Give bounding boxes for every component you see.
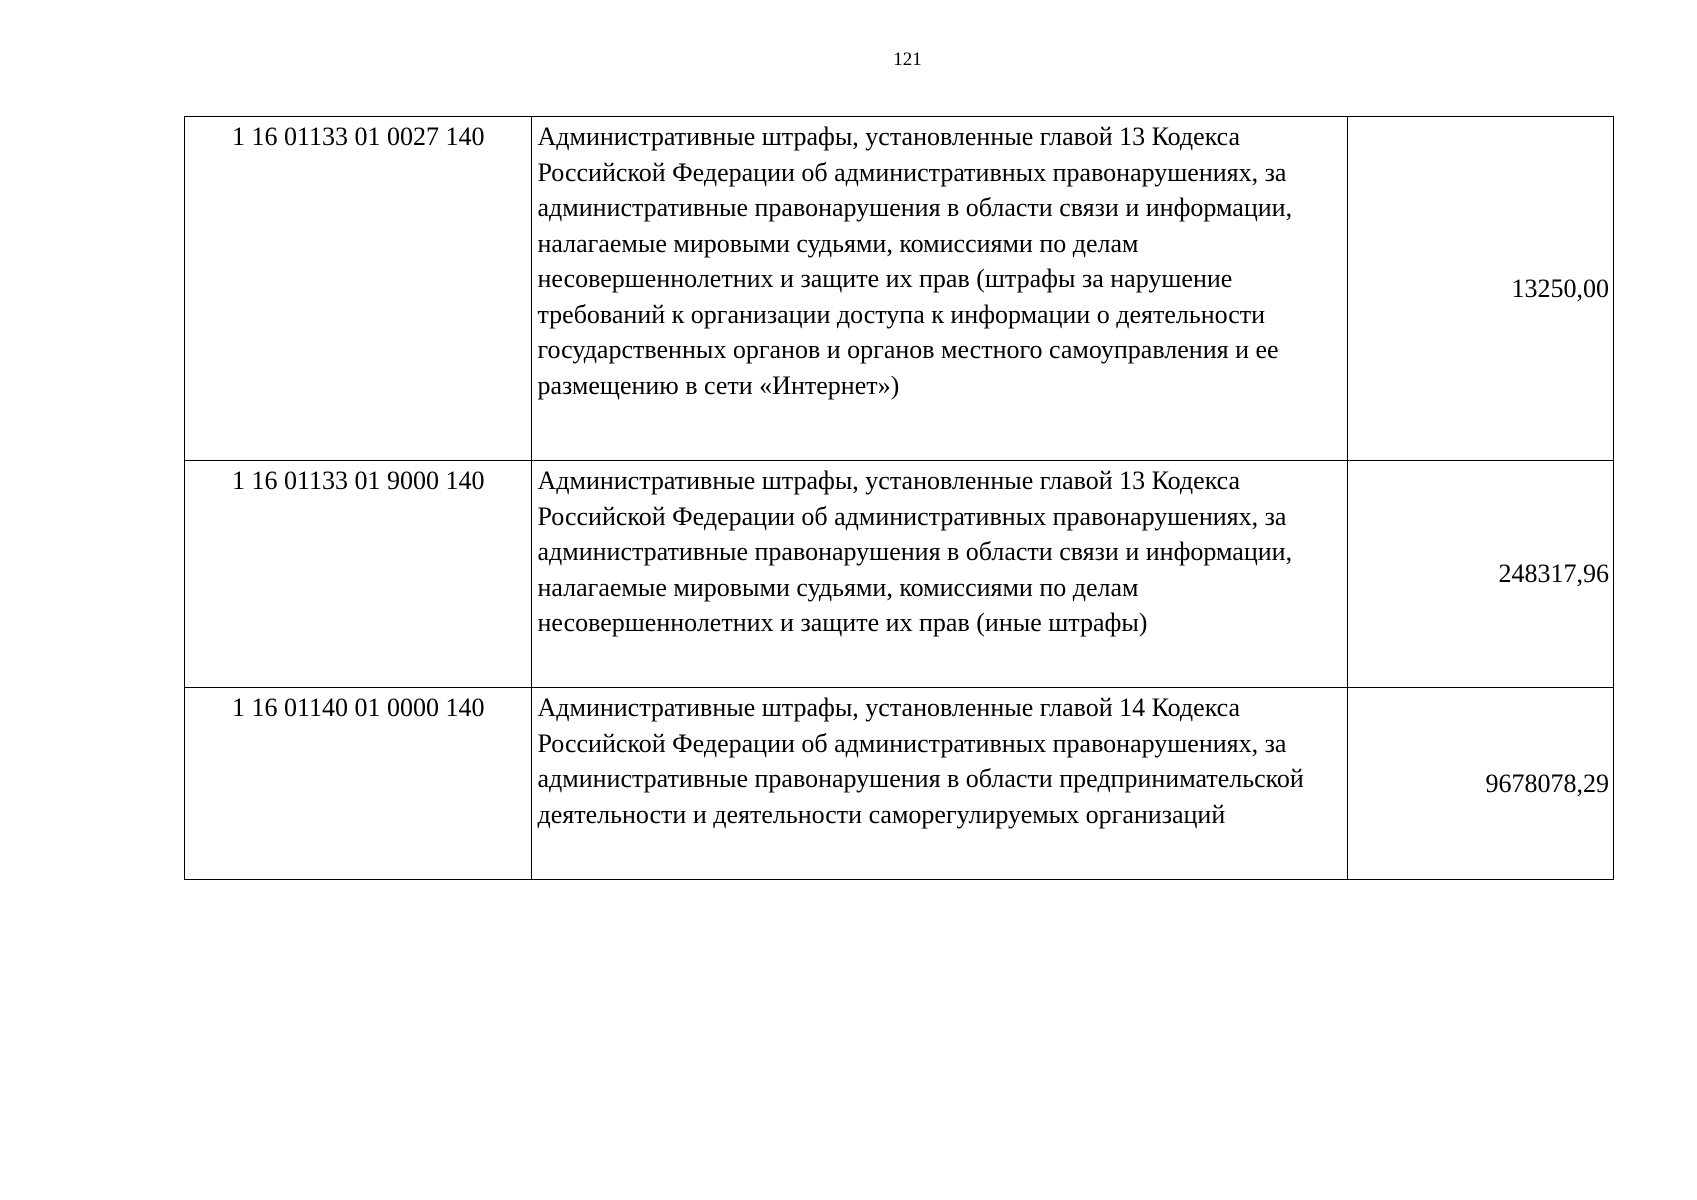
table-row	[185, 688, 1614, 880]
description-cell: Административные штрафы, установленные главой 13 Кодекса Российской Федерации об административных правонарушениях, за административные правонарушения в области связи и информации, налагаемые мировыми судьями, комиссиями по делам несовершеннолетних и защите их прав (штрафы за нарушение требований к организации доступа к информации о деятельности государственных органов и органов местного самоуправления и ее размещению в сети «Интернет»)	[532, 117, 1347, 461]
amount-cell: 9678078,29	[1347, 688, 1613, 880]
budget-code-cell: 1 16 01133 01 0027 140	[185, 117, 532, 461]
table-row	[185, 461, 1614, 688]
description-cell: Административные штрафы, установленные главой 14 Кодекса Российской Федерации об административных правонарушениях, за административные правонарушения в области предпринимательской деятельности и деятельности саморегулируемых организаций	[532, 688, 1347, 880]
amount-cell: 13250,00	[1347, 117, 1613, 461]
description-cell: Административные штрафы, установленные главой 13 Кодекса Российской Федерации об административных правонарушениях, за административные правонарушения в области связи и информации, налагаемые мировыми судьями, комиссиями по делам несовершеннолетних и защите их прав (иные штрафы)	[532, 461, 1347, 688]
amount-cell: 248317,96	[1347, 461, 1613, 688]
page-number: 121	[893, 49, 922, 70]
table-row	[185, 117, 1614, 461]
budget-code-cell: 1 16 01133 01 9000 140	[185, 461, 532, 688]
budget-code-cell: 1 16 01140 01 0000 140	[185, 688, 532, 880]
revenue-table	[184, 116, 1614, 880]
